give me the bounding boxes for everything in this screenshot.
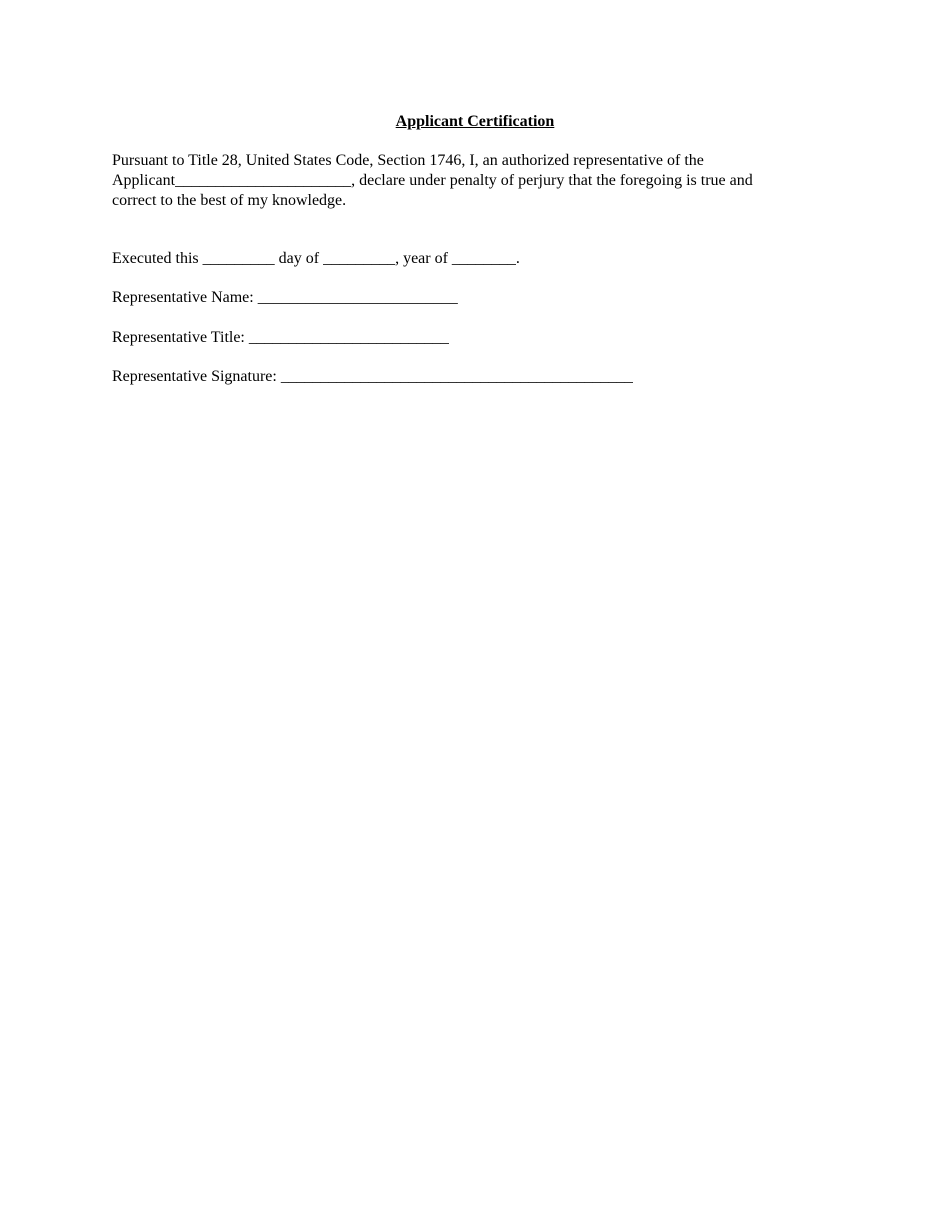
representative-title-line: Representative Title: _________________________ [112,329,449,346]
certification-line-3: correct to the best of my knowledge. [112,192,347,209]
page-title: Applicant Certification [395,113,555,130]
representative-signature-line: Representative Signature: ____________________________________________ [112,368,633,385]
executed-date-line: Executed this _________ day of _________, year of ________. [112,250,520,267]
certification-line-2: Applicant______________________, declare under penalty of perjury that the foregoing is true and [112,172,753,189]
representative-name-line: Representative Name: _________________________ [112,289,458,306]
certification-line-1: Pursuant to Title 28, United States Code, Section 1746, I, an authorized representative of the [112,152,704,169]
